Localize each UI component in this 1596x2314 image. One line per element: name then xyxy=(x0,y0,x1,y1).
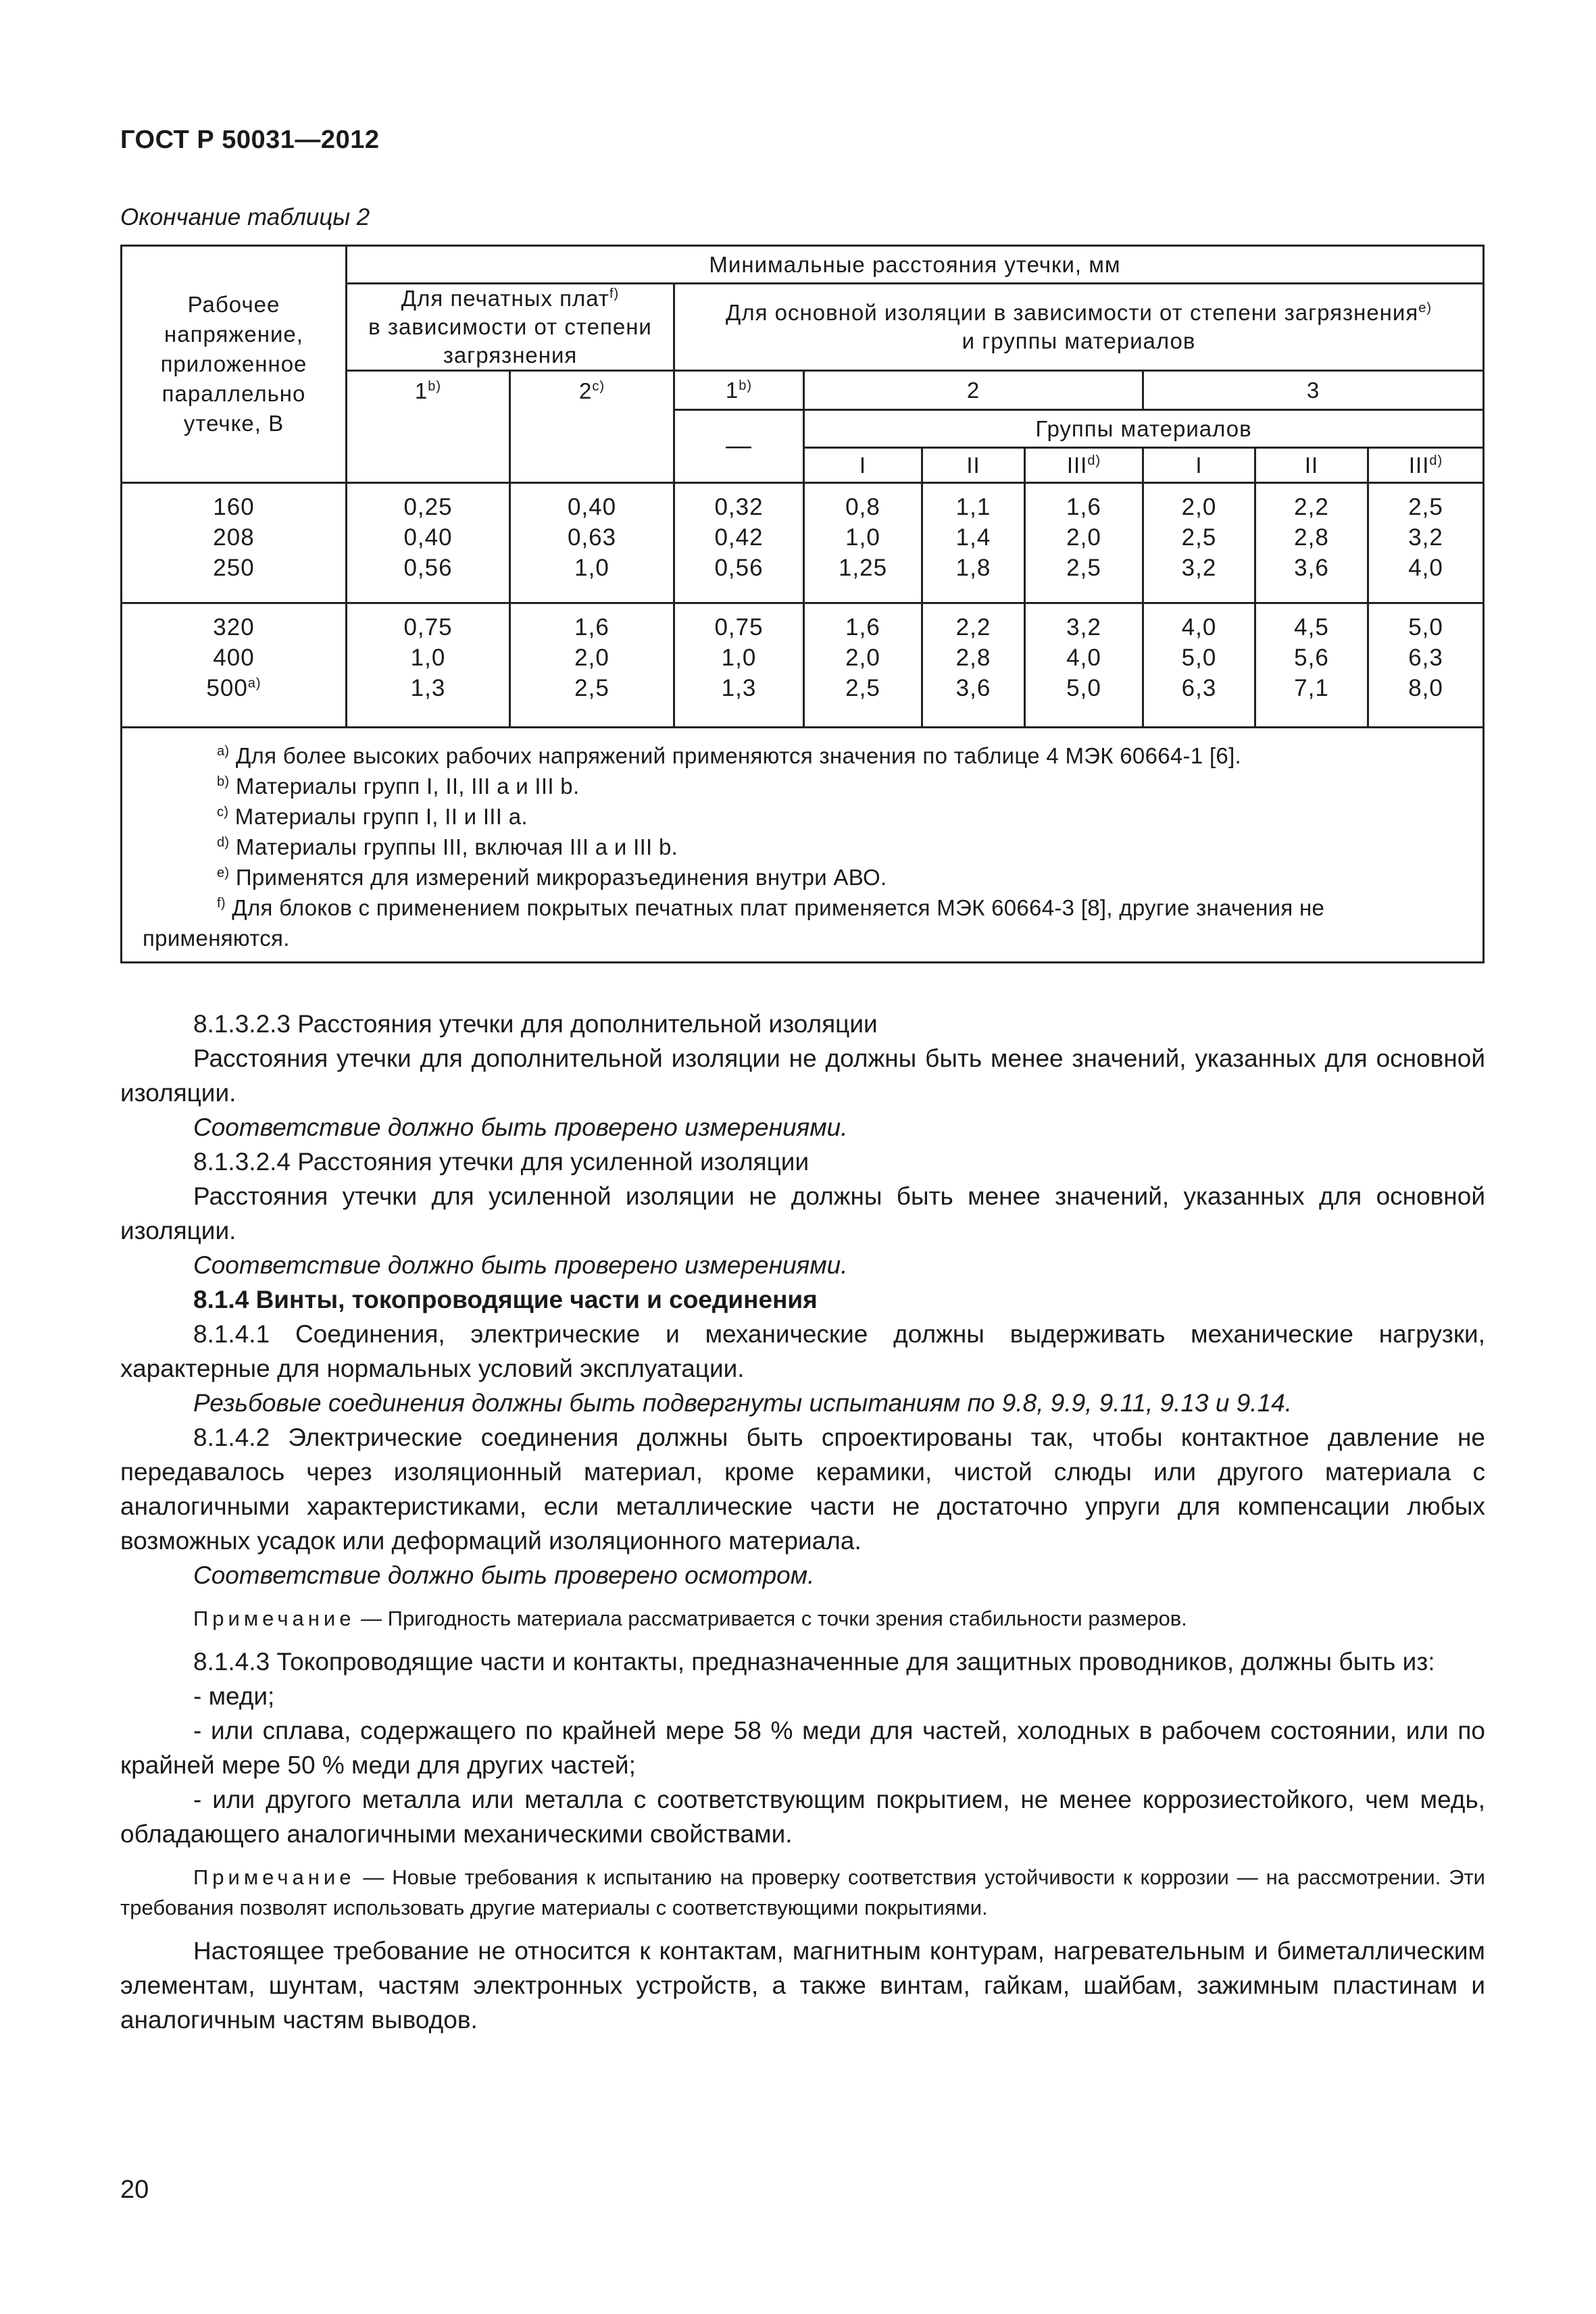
cell-basic-2-I: 0,8 1,0 1,25 xyxy=(804,483,922,603)
table-footnotes xyxy=(122,728,1484,963)
document-header: ГОСТ Р 50031—2012 xyxy=(120,126,380,154)
cell-basic-2-I: 1,6 2,0 2,5 xyxy=(804,603,922,728)
paragraph: 8.1.4.1 Соединения, электрические и механические должны выдерживать механические нагрузки, характерные для нормальных условий эксплуатации. xyxy=(120,1320,1485,1382)
header-pcb: Для печатных плат$^{f)}$ в зависимости от степени загрязнения xyxy=(347,284,674,371)
creepage-distance-table xyxy=(120,245,1485,963)
document-body xyxy=(120,1007,1485,2037)
cell-basic-3-III: 5,0 6,3 8,0 xyxy=(1368,603,1484,728)
section-title: 8.1.3.2.3 Расстояния утечки для дополнительной изоляции xyxy=(193,1010,878,1038)
header-min-distance: Минимальные расстояния утечки, мм xyxy=(347,246,1484,284)
note: Примечание — Пригодность материала рассматривается с точки зрения стабильности размеров. xyxy=(193,1607,1187,1630)
footnote-f-continued: применяются. xyxy=(143,926,290,951)
cell-pcb-2: 0,40 0,63 1,0 xyxy=(510,483,674,603)
header-voltage: Рабочее напряжение, приложенное параллельно утечке, В xyxy=(122,246,347,483)
header-group-III: III$^{d)}$ xyxy=(1025,448,1143,483)
section-title: 8.1.3.2.4 Расстояния утечки для усиленной изоляции xyxy=(193,1148,809,1176)
footnote-d: $^{d)}$ Материалы группы III, включая III a и III b. xyxy=(217,834,678,859)
paragraph: Расстояния утечки для дополнительной изоляции не должны быть менее значений, указанных для основной изоляции. xyxy=(120,1045,1485,1107)
list-item: - меди; xyxy=(193,1682,275,1710)
header-group-I-3: I xyxy=(1143,448,1255,483)
list-item: - или другого металла или металла с соответствующим покрытием, не менее коррозиестойкого, чем медь, обладающего аналогичными механическими свойствами. xyxy=(120,1786,1485,1848)
paragraph: Расстояния утечки для усиленной изоляции не должны быть менее значений, указанных для основной изоляции. xyxy=(120,1182,1485,1244)
compliance-check: Соответствие должно быть проверено измерениями. xyxy=(193,1113,848,1141)
paragraph: 8.1.4.3 Токопроводящие части и контакты, предназначенные для защитных проводников, должны быть из: xyxy=(193,1648,1435,1676)
cell-basic-3-II: 4,5 5,6 7,1 xyxy=(1255,603,1368,728)
cell-basic-3-I: 4,0 5,0 6,3 xyxy=(1143,603,1255,728)
cell-basic-1: 0,32 0,42 0,56 xyxy=(674,483,804,603)
cell-basic-3-III: 2,5 3,2 4,0 xyxy=(1368,483,1484,603)
cell-basic-3-I: 2,0 2,5 3,2 xyxy=(1143,483,1255,603)
cell-basic-2-II: 2,2 2,8 3,6 xyxy=(922,603,1025,728)
compliance-check: Соответствие должно быть проверено измерениями. xyxy=(193,1251,848,1279)
paragraph: 8.1.4.2 Электрические соединения должны быть спроектированы так, чтобы контактное давление не передавалось через изоляционный материал, кроме керамики, чистой слюды или другого материала с аналогичными характеристиками, если металлические части не достаточно упруги для компенсации любых возможных усадок или деформаций изоляционного материала. xyxy=(120,1424,1485,1555)
section-heading: 8.1.4 Винты, токопроводящие части и соединения xyxy=(193,1286,818,1313)
cell-basic-1: 0,75 1,0 1,3 xyxy=(674,603,804,728)
footnote-b: $^{b)}$ Материалы групп I, II, III a и III b. xyxy=(217,774,580,799)
header-material-groups: Группы материалов xyxy=(804,410,1484,448)
footnote-a: $^{a)}$ Для более высоких рабочих напряжений применяются значения по таблице 4 МЭК 60664-1 [6]. xyxy=(217,743,1242,768)
cell-pcb-1: 0,25 0,40 0,56 xyxy=(347,483,510,603)
cell-pcb-1: 0,75 1,0 1,3 xyxy=(347,603,510,728)
table-caption: Окончание таблицы 2 xyxy=(120,204,370,230)
header-group-III-3: III$^{d)}$ xyxy=(1368,448,1484,483)
cell-basic-2-II: 1,1 1,4 1,8 xyxy=(922,483,1025,603)
cell-voltage: 320 400 500$^{a)}$ xyxy=(122,603,347,728)
header-pcb-degree-1: 1$^{b)}$ xyxy=(347,371,510,483)
page-number: 20 xyxy=(120,2175,149,2204)
cell-basic-2-III: 3,2 4,0 5,0 xyxy=(1025,603,1143,728)
cell-pcb-2: 1,6 2,0 2,5 xyxy=(510,603,674,728)
header-basic-insulation: Для основной изоляции в зависимости от степени загрязнения$^{e)}$ и группы материалов xyxy=(674,284,1484,371)
cell-voltage: 160 208 250 xyxy=(122,483,347,603)
header-dash: — xyxy=(674,410,804,483)
header-pcb-degree-2: 2$^{c)}$ xyxy=(510,371,674,483)
header-basic-degree-2: 2 xyxy=(804,371,1143,410)
paragraph: Настоящее требование не относится к контактам, магнитным контурам, нагревательным и биметаллическим элементам, шунтам, частям электронных устройств, а также винтам, гайкам, шайбам, зажимным пластинам и аналогичным частям выводов. xyxy=(120,1937,1485,2034)
note: Примечание — Новые требования к испытанию на проверку соответствия устойчивости к коррозии — на рассмотрении. Эти требования позволят использовать другие материалы с соответствующими покрытиями. xyxy=(120,1865,1485,1919)
header-group-I: I xyxy=(804,448,922,483)
header-group-II-3: II xyxy=(1255,448,1368,483)
header-group-II: II xyxy=(922,448,1025,483)
cell-basic-2-III: 1,6 2,0 2,5 xyxy=(1025,483,1143,603)
header-basic-degree-1: 1$^{b)}$ xyxy=(674,371,804,410)
list-item: - или сплава, содержащего по крайней мере 58 % меди для частей, холодных в рабочем состоянии, или по крайней мере 50 % меди для других частей; xyxy=(120,1717,1485,1779)
table-row xyxy=(122,483,1484,603)
compliance-check: Резьбовые соединения должны быть подвергнуты испытаниям по 9.8, 9.9, 9.11, 9.13 и 9.14. xyxy=(193,1389,1293,1417)
header-basic-degree-3: 3 xyxy=(1143,371,1484,410)
footnote-f: $^{f)}$ Для блоков с применением покрытых печатных плат применяется МЭК 60664-3 [8], другие значения не xyxy=(217,895,1325,920)
footnote-e: $^{e)}$ Применятся для измерений микроразъединения внутри АВО. xyxy=(217,865,887,890)
table-row xyxy=(122,603,1484,728)
compliance-check: Соответствие должно быть проверено осмотром. xyxy=(193,1561,815,1589)
cell-basic-3-II: 2,2 2,8 3,6 xyxy=(1255,483,1368,603)
footnote-c: $^{c)}$ Материалы групп I, II и III a. xyxy=(217,804,528,829)
